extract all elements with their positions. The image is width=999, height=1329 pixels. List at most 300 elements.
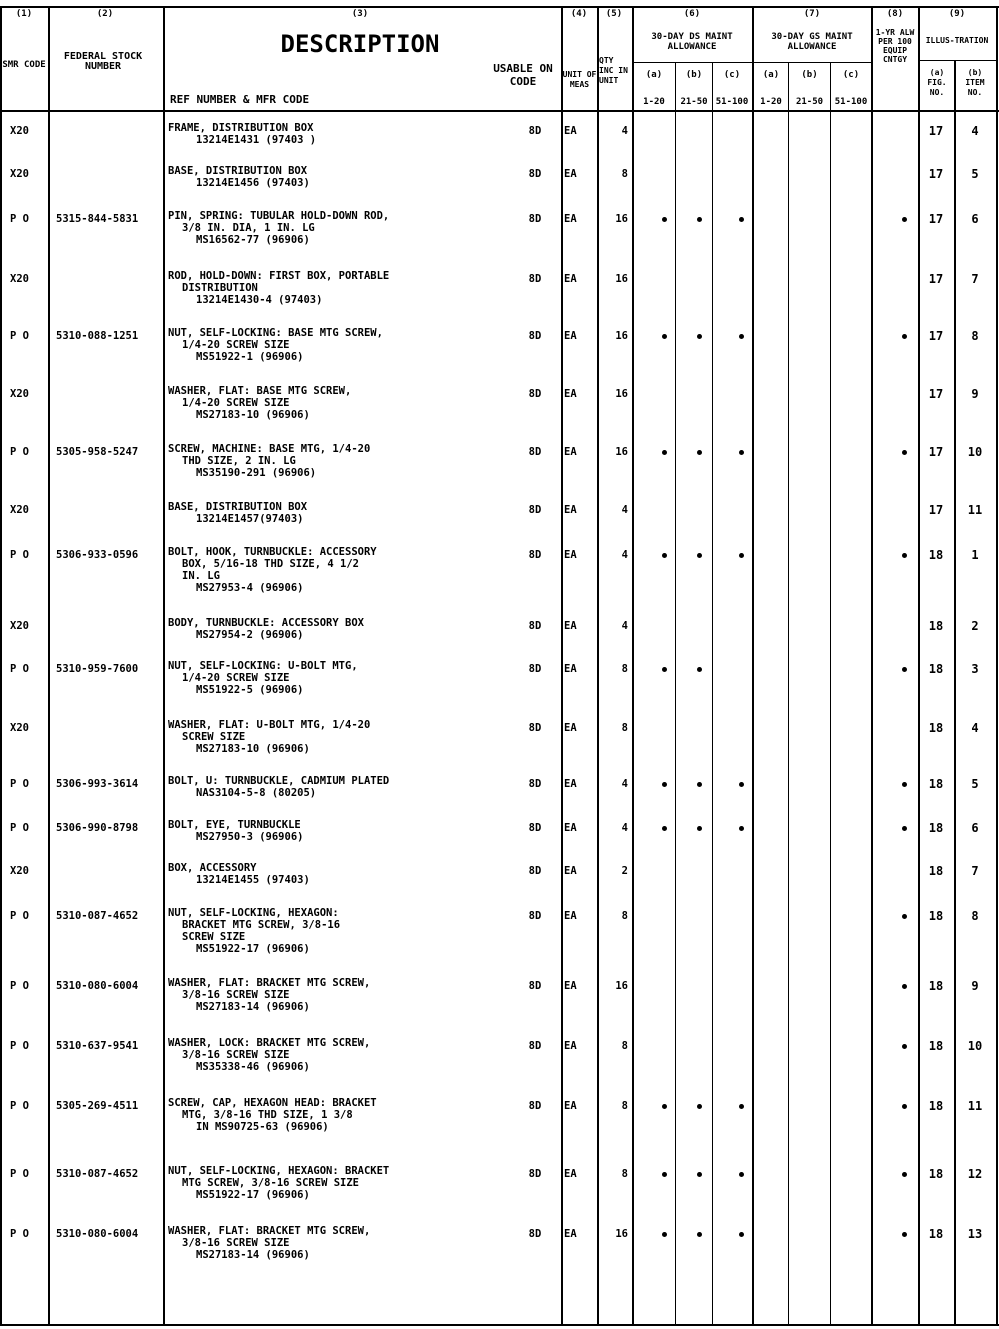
unit-of-measure: EA (564, 865, 577, 877)
part-description (168, 327, 488, 363)
qty-in-unit: 8 (621, 168, 628, 180)
qty-in-unit: 2 (621, 865, 628, 877)
qty-in-unit: 4 (621, 549, 628, 561)
description-line: MS27953-4 (96906) (196, 582, 304, 594)
ds-sub-c: (c) (723, 70, 741, 80)
sub-col-divider (712, 62, 713, 1325)
part-description (168, 270, 488, 306)
usable-on-code: 8D (528, 1100, 542, 1112)
col-divider (954, 60, 956, 1325)
federal-stock-number: 5306-990-8798 (56, 822, 139, 834)
part-description (168, 210, 488, 246)
figure-number: 18 (928, 1039, 944, 1053)
allowance-dot (662, 1232, 667, 1237)
usable-on-code: 8D (528, 865, 542, 877)
qty-in-unit: 16 (615, 273, 628, 285)
illustration-subheader-line (918, 60, 996, 61)
description-line: 13214E1430-4 (97403) (196, 294, 323, 306)
allowance-dot (697, 450, 702, 455)
qty-in-unit: 8 (621, 663, 628, 675)
gs-sub-c: (c) (842, 70, 860, 80)
header-bottom-border (0, 110, 999, 112)
unit-of-measure: EA (564, 980, 577, 992)
allowance-dot (662, 1172, 667, 1177)
ref-number-header: REF NUMBER & MFR CODE (170, 93, 310, 106)
item-number: 7 (971, 272, 979, 286)
description-line: SCREW, MACHINE: BASE MTG, 1/4-20 (168, 443, 371, 455)
allowance-dot (662, 553, 667, 558)
description-line: ROD, HOLD-DOWN: FIRST BOX, PORTABLE (168, 270, 390, 282)
usable-on-code: 8D (528, 213, 542, 225)
allowance-dot (697, 217, 702, 222)
qty-in-unit: 4 (621, 620, 628, 632)
item-number: 8 (971, 909, 979, 923)
col-divider (632, 6, 634, 1325)
item-number: 9 (971, 979, 979, 993)
unit-of-measure: EA (564, 1228, 577, 1240)
item-number: 7 (971, 864, 979, 878)
one-yr-allowance-header: 1-YR ALW PER 100 EQUIP CNTGY (875, 28, 915, 64)
part-description (168, 862, 488, 886)
smr-code: P O (10, 549, 29, 561)
figure-number: 18 (928, 821, 944, 835)
qty-in-unit: 16 (615, 1228, 628, 1240)
usable-on-code: 8D (528, 125, 542, 137)
allowance-dot (697, 1172, 702, 1177)
qty-in-unit: 4 (621, 125, 628, 137)
figure-number: 17 (928, 445, 944, 459)
col-divider (163, 6, 165, 1325)
description-title: DESCRIPTION (280, 30, 440, 58)
description-line: BOLT, HOOK, TURNBUCKLE: ACCESSORY (168, 546, 377, 558)
allowance-dot (902, 1104, 907, 1109)
part-description (168, 122, 488, 146)
allowance-dot (662, 667, 667, 672)
gs-maint-header: 30-DAY GS MAINT ALLOWANCE (771, 32, 853, 52)
description-line: BASE, DISTRIBUTION BOX (168, 165, 308, 177)
ds-range-a: 1-20 (643, 97, 665, 107)
col-num: (6) (683, 9, 701, 19)
sub-col-divider (675, 62, 676, 1325)
usable-on-code: 8D (528, 168, 542, 180)
description-line: FRAME, DISTRIBUTION BOX (168, 122, 314, 134)
smr-code: X20 (10, 125, 29, 137)
item-number: 6 (971, 212, 979, 226)
sub-col-divider (788, 62, 789, 1325)
qty-in-unit: 4 (621, 822, 628, 834)
unit-of-measure: EA (564, 446, 577, 458)
qty-in-unit: 16 (615, 213, 628, 225)
unit-of-measure: EA (564, 620, 577, 632)
qty-in-unit: 8 (621, 1168, 628, 1180)
item-number: 4 (971, 721, 979, 735)
smr-code-header: SMR CODE (2, 60, 46, 70)
usable-on-code: 8D (528, 446, 542, 458)
unit-of-measure: EA (564, 778, 577, 790)
description-line: 13214E1456 (97403) (196, 177, 310, 189)
allowance-dot (739, 782, 744, 787)
part-description (168, 719, 488, 755)
allowance-dot (902, 1172, 907, 1177)
ds-maint-header: 30-DAY DS MAINT ALLOWANCE (651, 32, 733, 52)
smr-code: X20 (10, 504, 29, 516)
description-line: 3/8-16 SCREW SIZE (182, 1237, 290, 1249)
description-line: MS51922-17 (96906) (196, 1189, 310, 1201)
col-divider (561, 6, 563, 1325)
description-line: WASHER, FLAT: BASE MTG SCREW, (168, 385, 352, 397)
item-number: 11 (967, 503, 983, 517)
smr-code: P O (10, 1168, 29, 1180)
usable-on-code: 8D (528, 388, 542, 400)
description-line: MS27183-14 (96906) (196, 1001, 310, 1013)
allowance-dot (739, 217, 744, 222)
description-line: IN. LG (182, 570, 220, 582)
col-divider (871, 6, 873, 1325)
qty-in-unit: 8 (621, 1100, 628, 1112)
usable-on-code: 8D (528, 620, 542, 632)
allowance-dot (739, 1172, 744, 1177)
allowance-dot (739, 553, 744, 558)
ds-sub-b: (b) (685, 70, 703, 80)
figure-number: 18 (928, 662, 944, 676)
description-line: MS27950-3 (96906) (196, 831, 304, 843)
ds-sub-a: (a) (645, 70, 663, 80)
figure-number: 18 (928, 721, 944, 735)
description-line: BOX, 5/16-18 THD SIZE, 4 1/2 (182, 558, 360, 570)
part-description (168, 501, 488, 525)
figure-number: 18 (928, 1227, 944, 1241)
smr-code: P O (10, 446, 29, 458)
unit-of-measure: EA (564, 330, 577, 342)
federal-stock-number: 5310-080-6004 (56, 980, 139, 992)
item-number: 5 (971, 777, 979, 791)
figure-number: 17 (928, 272, 944, 286)
allowance-dot (697, 1232, 702, 1237)
allowance-dot (902, 217, 907, 222)
description-line: MS51922-1 (96906) (196, 351, 304, 363)
figure-number: 18 (928, 979, 944, 993)
allowance-dot (697, 782, 702, 787)
item-number: 4 (971, 124, 979, 138)
description-line: WASHER, FLAT: BRACKET MTG SCREW, (168, 1225, 371, 1237)
illustration-header: ILLUS-TRATION (925, 36, 989, 45)
allowance-dot (739, 450, 744, 455)
ds-range-c: 51-100 (715, 97, 749, 107)
allowance-dot (902, 334, 907, 339)
figure-number: 17 (928, 124, 944, 138)
smr-code: P O (10, 1040, 29, 1052)
usable-on-code: 8D (528, 1040, 542, 1052)
federal-stock-number: 5310-088-1251 (56, 330, 139, 342)
col-num: (5) (605, 9, 623, 19)
item-number: 2 (971, 619, 979, 633)
usable-on-code: 8D (528, 504, 542, 516)
usable-on-code: 8D (528, 822, 542, 834)
description-line: 3/8-16 SCREW SIZE (182, 1049, 290, 1061)
allowance-dot (902, 667, 907, 672)
part-description (168, 1165, 488, 1201)
federal-stock-number: 5310-959-7600 (56, 663, 139, 675)
description-line: 13214E1455 (97403) (196, 874, 310, 886)
description-line: MS51922-5 (96906) (196, 684, 304, 696)
col-num: (8) (886, 9, 904, 19)
qty-in-unit: 4 (621, 504, 628, 516)
description-line: BOLT, U: TURNBUCKLE, CADMIUM PLATED (168, 775, 390, 787)
federal-stock-number: 5306-933-0596 (56, 549, 139, 561)
allowance-dot (902, 1044, 907, 1049)
qty-in-unit: 8 (621, 1040, 628, 1052)
description-line: WASHER, FLAT: U-BOLT MTG, 1/4-20 (168, 719, 371, 731)
description-line: MS27954-2 (96906) (196, 629, 304, 641)
unit-of-measure: EA (564, 1168, 577, 1180)
gs-sub-a: (a) (762, 70, 780, 80)
federal-stock-number: 5306-993-3614 (56, 778, 139, 790)
allowance-dot (902, 984, 907, 989)
table-bottom-border (0, 1324, 999, 1326)
allowance-dot (662, 826, 667, 831)
item-number: 12 (967, 1167, 983, 1181)
description-line: WASHER, LOCK: BRACKET MTG SCREW, (168, 1037, 371, 1049)
description-line: MS27183-14 (96906) (196, 1249, 310, 1261)
qty-in-unit: 16 (615, 980, 628, 992)
smr-code: X20 (10, 273, 29, 285)
smr-code: P O (10, 330, 29, 342)
part-description (168, 385, 488, 421)
part-description (168, 443, 488, 479)
description-line: WASHER, FLAT: BRACKET MTG SCREW, (168, 977, 371, 989)
description-line: NUT, SELF-LOCKING, HEXAGON: (168, 907, 339, 919)
description-line: THD SIZE, 2 IN. LG (182, 455, 296, 467)
unit-of-measure: EA (564, 213, 577, 225)
description-line: SCREW SIZE (182, 731, 246, 743)
smr-code: X20 (10, 388, 29, 400)
allowance-subheader-line (632, 62, 871, 63)
qty-in-unit: 8 (621, 722, 628, 734)
figure-number: 17 (928, 167, 944, 181)
part-description (168, 907, 488, 955)
allowance-dot (697, 553, 702, 558)
allowance-dot (662, 1104, 667, 1109)
col-num: (3) (351, 9, 369, 19)
gs-range-a: 1-20 (760, 97, 782, 107)
federal-stock-number: 5305-958-5247 (56, 446, 139, 458)
figure-number: 18 (928, 1099, 944, 1113)
col-divider (0, 6, 2, 1325)
figure-number: 18 (928, 548, 944, 562)
allowance-dot (902, 1232, 907, 1237)
col-divider (752, 6, 754, 1325)
unit-of-measure: EA (564, 1040, 577, 1052)
qty-inc-header: QTY INC IN UNIT (599, 56, 628, 85)
unit-of-measure: EA (564, 388, 577, 400)
description-line: PIN, SPRING: TUBULAR HOLD-DOWN ROD, (168, 210, 390, 222)
allowance-dot (662, 782, 667, 787)
unit-of-measure: EA (564, 549, 577, 561)
col-num: (4) (570, 9, 588, 19)
col-num: (7) (803, 9, 821, 19)
smr-code: P O (10, 980, 29, 992)
item-number: 6 (971, 821, 979, 835)
allowance-dot (697, 667, 702, 672)
federal-stock-number: 5310-080-6004 (56, 1228, 139, 1240)
unit-of-measure: EA (564, 504, 577, 516)
usable-on-code: 8D (528, 910, 542, 922)
description-line: 1/4-20 SCREW SIZE (182, 397, 290, 409)
usable-on-code: 8D (528, 330, 542, 342)
figure-number: 17 (928, 503, 944, 517)
allowance-dot (697, 826, 702, 831)
allowance-dot (902, 826, 907, 831)
allowance-dot (739, 826, 744, 831)
description-line: NUT, SELF-LOCKING: BASE MTG SCREW, (168, 327, 383, 339)
figure-number: 17 (928, 329, 944, 343)
description-line: NUT, SELF-LOCKING: U-BOLT MTG, (168, 660, 358, 672)
part-description (168, 819, 488, 843)
figure-number: 18 (928, 909, 944, 923)
description-line: DISTRIBUTION (182, 282, 258, 294)
smr-code: P O (10, 778, 29, 790)
qty-in-unit: 4 (621, 778, 628, 790)
federal-stock-number: 5305-269-4511 (56, 1100, 139, 1112)
smr-code: P O (10, 910, 29, 922)
allowance-dot (902, 553, 907, 558)
allowance-dot (902, 914, 907, 919)
description-line: NUT, SELF-LOCKING, HEXAGON: BRACKET (168, 1165, 390, 1177)
description-line: MS35190-291 (96906) (196, 467, 317, 479)
description-line: BASE, DISTRIBUTION BOX (168, 501, 308, 513)
description-line: SCREW, CAP, HEXAGON HEAD: BRACKET (168, 1097, 377, 1109)
part-description (168, 165, 488, 189)
item-number: 11 (967, 1099, 983, 1113)
fig-no-header: (a) FIG. NO. (927, 68, 947, 97)
federal-stock-number: 5310-637-9541 (56, 1040, 139, 1052)
col-num: (1) (15, 9, 33, 19)
col-num: (9) (948, 9, 966, 19)
description-line: MS27183-10 (96906) (196, 743, 310, 755)
smr-code: P O (10, 213, 29, 225)
allowance-dot (902, 782, 907, 787)
description-line: MS51922-17 (96906) (196, 943, 310, 955)
figure-number: 18 (928, 619, 944, 633)
unit-of-measure: EA (564, 910, 577, 922)
unit-of-measure: EA (564, 168, 577, 180)
unit-of-measure: EA (564, 722, 577, 734)
qty-in-unit: 16 (615, 330, 628, 342)
figure-number: 17 (928, 212, 944, 226)
unit-of-measure: EA (564, 1100, 577, 1112)
federal-stock-number: 5310-087-4652 (56, 1168, 139, 1180)
description-line: BOLT, EYE, TURNBUCKLE (168, 819, 301, 831)
federal-stock-number: 5310-087-4652 (56, 910, 139, 922)
allowance-dot (662, 450, 667, 455)
part-description (168, 1097, 488, 1133)
col-divider (996, 6, 998, 1325)
description-line: 1/4-20 SCREW SIZE (182, 339, 290, 351)
smr-code: X20 (10, 865, 29, 877)
description-line: 13214E1431 (97403 ) (196, 134, 317, 146)
item-number: 1 (971, 548, 979, 562)
usable-on-code: 8D (528, 273, 542, 285)
allowance-dot (739, 1104, 744, 1109)
unit-of-meas-header: UNIT OF MEAS (562, 70, 597, 89)
description-line: BRACKET MTG SCREW, 3/8-16 (182, 919, 341, 931)
federal-stock-number-header: FEDERAL STOCK NUMBER (63, 51, 143, 72)
description-line: 1/4-20 SCREW SIZE (182, 672, 290, 684)
usable-on-code: 8D (528, 1168, 542, 1180)
allowance-dot (662, 217, 667, 222)
description-line: SCREW SIZE (182, 931, 246, 943)
allowance-dot (697, 1104, 702, 1109)
smr-code: X20 (10, 620, 29, 632)
usable-on-code: 8D (528, 722, 542, 734)
part-description (168, 1037, 488, 1073)
description-line: BODY, TURNBUCKLE: ACCESSORY BOX (168, 617, 364, 629)
description-line: 3/8 IN. DIA, 1 IN. LG (182, 222, 315, 234)
part-description (168, 660, 488, 696)
smr-code: X20 (10, 722, 29, 734)
figure-number: 18 (928, 777, 944, 791)
unit-of-measure: EA (564, 822, 577, 834)
sub-col-divider (830, 62, 831, 1325)
figure-number: 18 (928, 1167, 944, 1181)
usable-on-code: 8D (528, 663, 542, 675)
ds-range-b: 21-50 (680, 97, 708, 107)
part-description (168, 775, 488, 799)
allowance-dot (739, 334, 744, 339)
usable-on-code-header: USABLE ON CODE (493, 62, 553, 88)
gs-range-b: 21-50 (795, 97, 824, 107)
item-number: 10 (967, 1039, 983, 1053)
description-line: NAS3104-5-8 (80205) (196, 787, 317, 799)
item-number: 5 (971, 167, 979, 181)
description-line: 13214E1457(97403) (196, 513, 304, 525)
federal-stock-number: 5315-844-5831 (56, 213, 139, 225)
allowance-dot (697, 334, 702, 339)
description-line: MS16562-77 (96906) (196, 234, 310, 246)
description-line: MS35338-46 (96906) (196, 1061, 310, 1073)
table-top-border (0, 6, 999, 8)
usable-on-code: 8D (528, 1228, 542, 1240)
qty-in-unit: 8 (621, 910, 628, 922)
usable-on-code: 8D (528, 549, 542, 561)
description-line: IN MS90725-63 (96906) (196, 1121, 329, 1133)
part-description (168, 1225, 488, 1261)
description-line: 3/8-16 SCREW SIZE (182, 989, 290, 1001)
allowance-dot (739, 1232, 744, 1237)
item-number: 10 (967, 445, 983, 459)
item-number: 9 (971, 387, 979, 401)
description-line: MTG, 3/8-16 THD SIZE, 1 3/8 (182, 1109, 353, 1121)
col-num: (2) (96, 9, 114, 19)
unit-of-measure: EA (564, 273, 577, 285)
smr-code: X20 (10, 168, 29, 180)
description-line: BOX, ACCESSORY (168, 862, 257, 874)
unit-of-measure: EA (564, 663, 577, 675)
item-number: 8 (971, 329, 979, 343)
gs-range-c: 51-100 (834, 97, 868, 107)
part-description (168, 977, 488, 1013)
smr-code: P O (10, 1100, 29, 1112)
smr-code: P O (10, 822, 29, 834)
usable-on-code: 8D (528, 778, 542, 790)
item-no-header: (b) ITEM NO. (965, 68, 985, 97)
part-description (168, 617, 488, 641)
gs-sub-b: (b) (801, 70, 818, 80)
description-line: MTG SCREW, 3/8-16 SCREW SIZE (182, 1177, 360, 1189)
figure-number: 17 (928, 387, 944, 401)
item-number: 3 (971, 662, 979, 676)
smr-code: P O (10, 663, 29, 675)
